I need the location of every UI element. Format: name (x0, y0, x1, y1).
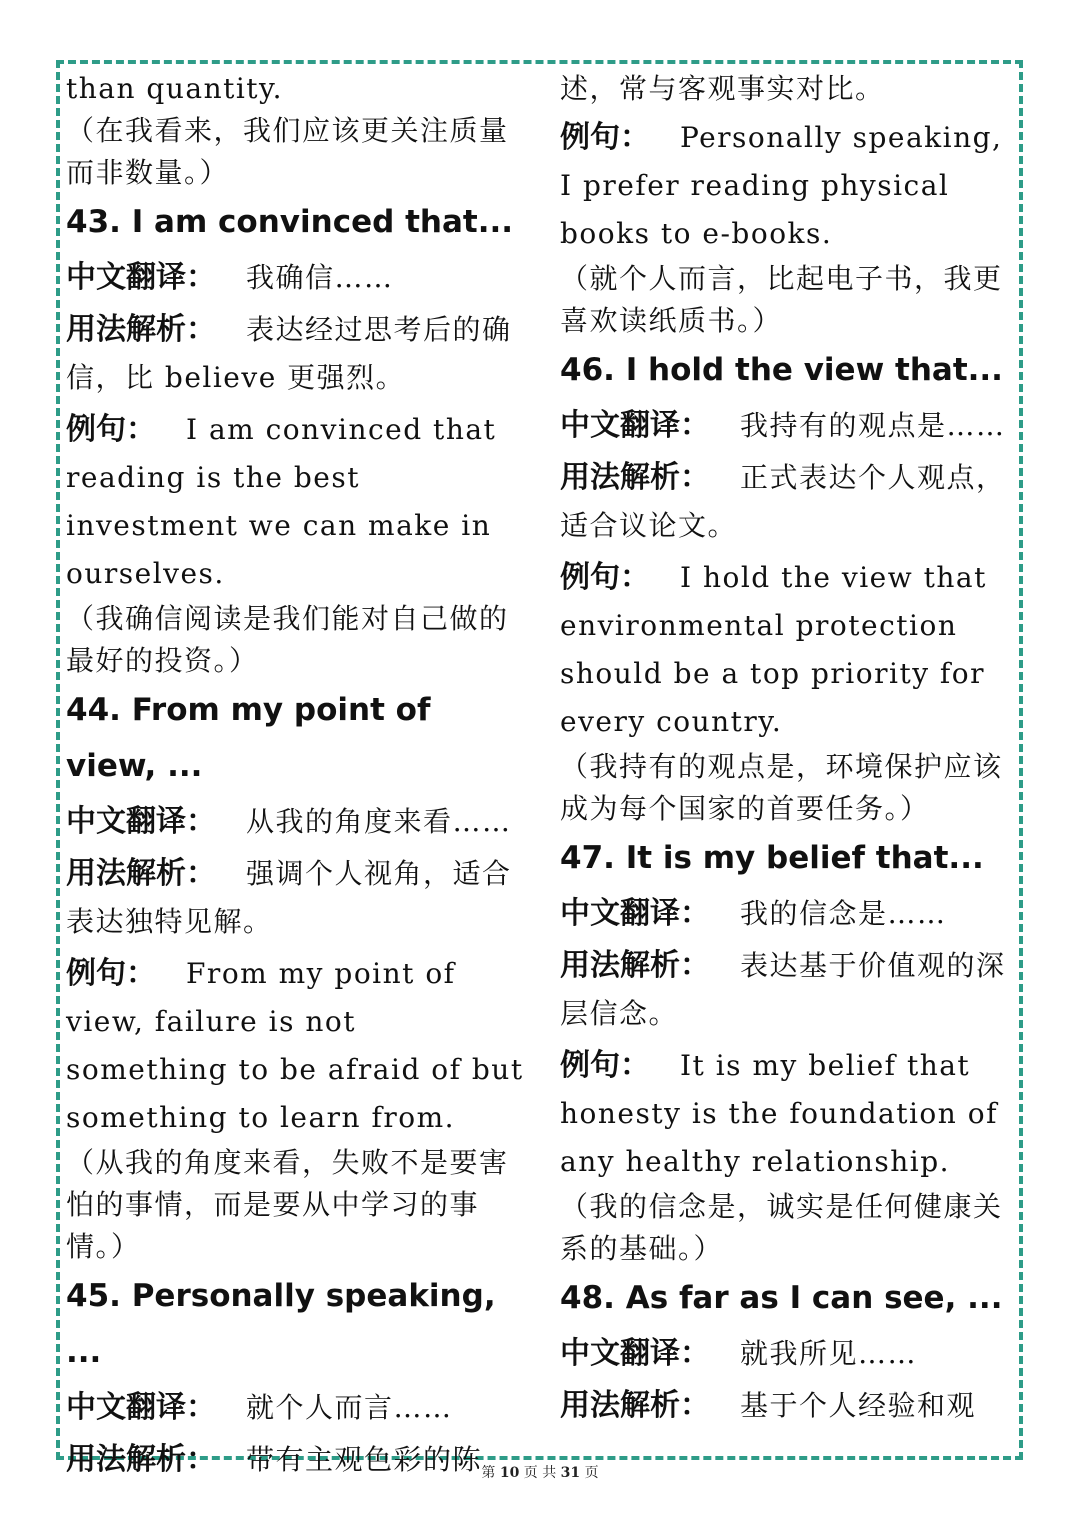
entry-45-example-cn: （就个人而言，比起电子书，我更喜欢读纸质书。） (560, 262, 1003, 337)
entry-43-example-cn: （我确信阅读是我们能对自己做的最好的投资。） (66, 602, 509, 677)
right-column (560, 68, 1018, 1430)
entry-47-example (560, 1042, 1018, 1186)
left-column (66, 68, 526, 1484)
example-label: 例句： (560, 560, 650, 595)
entry-43-example (66, 406, 526, 598)
entry-44-translation (66, 798, 526, 846)
continued-usage: 述，常与客观事实对比。 (560, 72, 885, 105)
example-label: 例句： (560, 1048, 650, 1083)
example-en: I am convinced that reading is the best investment we can make in ourselves. (66, 413, 497, 590)
example-en: Personally speaking, I prefer reading physical books to e-books. (560, 121, 1003, 250)
translation-text: 就我所见…… (740, 1337, 918, 1370)
entry-45-translation (66, 1384, 526, 1432)
continued-example-en: than quantity. (66, 72, 284, 105)
usage-text: 基于个人经验和观 (740, 1389, 977, 1422)
usage-label: 用法解析： (66, 312, 216, 347)
entry-46-example-cn: （我持有的观点是，环境保护应该成为每个国家的首要任务。） (560, 750, 1003, 825)
translation-label: 中文翻译： (560, 408, 710, 443)
usage-text: 带有主观色彩的陈 (246, 1443, 483, 1476)
usage-label: 用法解析： (560, 1388, 710, 1423)
entry-48-title: 48. As far as I can see, ... (560, 1280, 1003, 1316)
footer-prefix: 第 (481, 1465, 496, 1481)
entry-48-usage (560, 1382, 1018, 1430)
entry-44-title: 44. From my point of view, ... (66, 692, 431, 784)
entry-45-example (560, 114, 1018, 258)
example-en: From my point of view, failure is not something to be afraid of but something to learn from. (66, 957, 524, 1134)
translation-label: 中文翻译： (66, 260, 216, 295)
usage-label: 用法解析： (66, 856, 216, 891)
example-en: It is my belief that honesty is the foundation of any healthy relationship. (560, 1049, 998, 1178)
translation-label: 中文翻译： (66, 1390, 216, 1425)
usage-text: 正式表达个人观点，适合议论文。 (560, 461, 1006, 542)
continued-example-cn: （在我看来，我们应该更关注质量而非数量。） (66, 114, 509, 189)
usage-label: 用法解析： (66, 1442, 216, 1477)
usage-text: 表达经过思考后的确信，比 believe 更强烈。 (66, 313, 512, 394)
usage-label: 用法解析： (560, 948, 710, 983)
example-label: 例句： (66, 412, 156, 447)
entry-48-translation (560, 1330, 1018, 1378)
entry-45-title: 45. Personally speaking, ... (66, 1278, 496, 1370)
entry-47-usage (560, 942, 1018, 1038)
translation-text: 我确信…… (246, 261, 394, 294)
usage-text: 强调个人视角，适合表达独特见解。 (66, 857, 512, 938)
usage-text: 表达基于价值观的深层信念。 (560, 949, 1006, 1030)
translation-label: 中文翻译： (560, 1336, 710, 1371)
total-pages: 31 (560, 1465, 581, 1481)
entry-43-title: 43. I am convinced that... (66, 204, 514, 240)
entry-47-title: 47. It is my belief that... (560, 840, 984, 876)
entry-44-example-cn: （从我的角度来看，失败不是要害怕的事情，而是要从中学习的事情。） (66, 1146, 509, 1263)
entry-46-translation (560, 402, 1018, 450)
entry-46-example (560, 554, 1018, 746)
example-label: 例句： (560, 120, 650, 155)
example-label: 例句： (66, 956, 156, 991)
translation-label: 中文翻译： (66, 804, 216, 839)
entry-47-example-cn: （我的信念是，诚实是任何健康关系的基础。） (560, 1190, 1003, 1265)
current-page: 10 (499, 1465, 520, 1481)
translation-text: 我持有的观点是…… (740, 409, 1006, 442)
entry-46-usage (560, 454, 1018, 550)
translation-text: 我的信念是…… (740, 897, 947, 930)
entry-43-usage (66, 306, 526, 402)
entry-44-usage (66, 850, 526, 946)
usage-label: 用法解析： (560, 460, 710, 495)
footer-middle: 页 共 (523, 1465, 557, 1481)
entry-47-translation (560, 890, 1018, 938)
entry-46-title: 46. I hold the view that... (560, 352, 1003, 388)
entry-44-example (66, 950, 526, 1142)
translation-text: 从我的角度来看…… (246, 805, 512, 838)
page-number-footer (0, 1462, 1080, 1482)
example-en: I hold the view that environmental protection should be a top priority for every country. (560, 561, 987, 738)
entry-43-translation (66, 254, 526, 302)
translation-label: 中文翻译： (560, 896, 710, 931)
footer-suffix: 页 (584, 1465, 599, 1481)
translation-text: 就个人而言…… (246, 1391, 453, 1424)
